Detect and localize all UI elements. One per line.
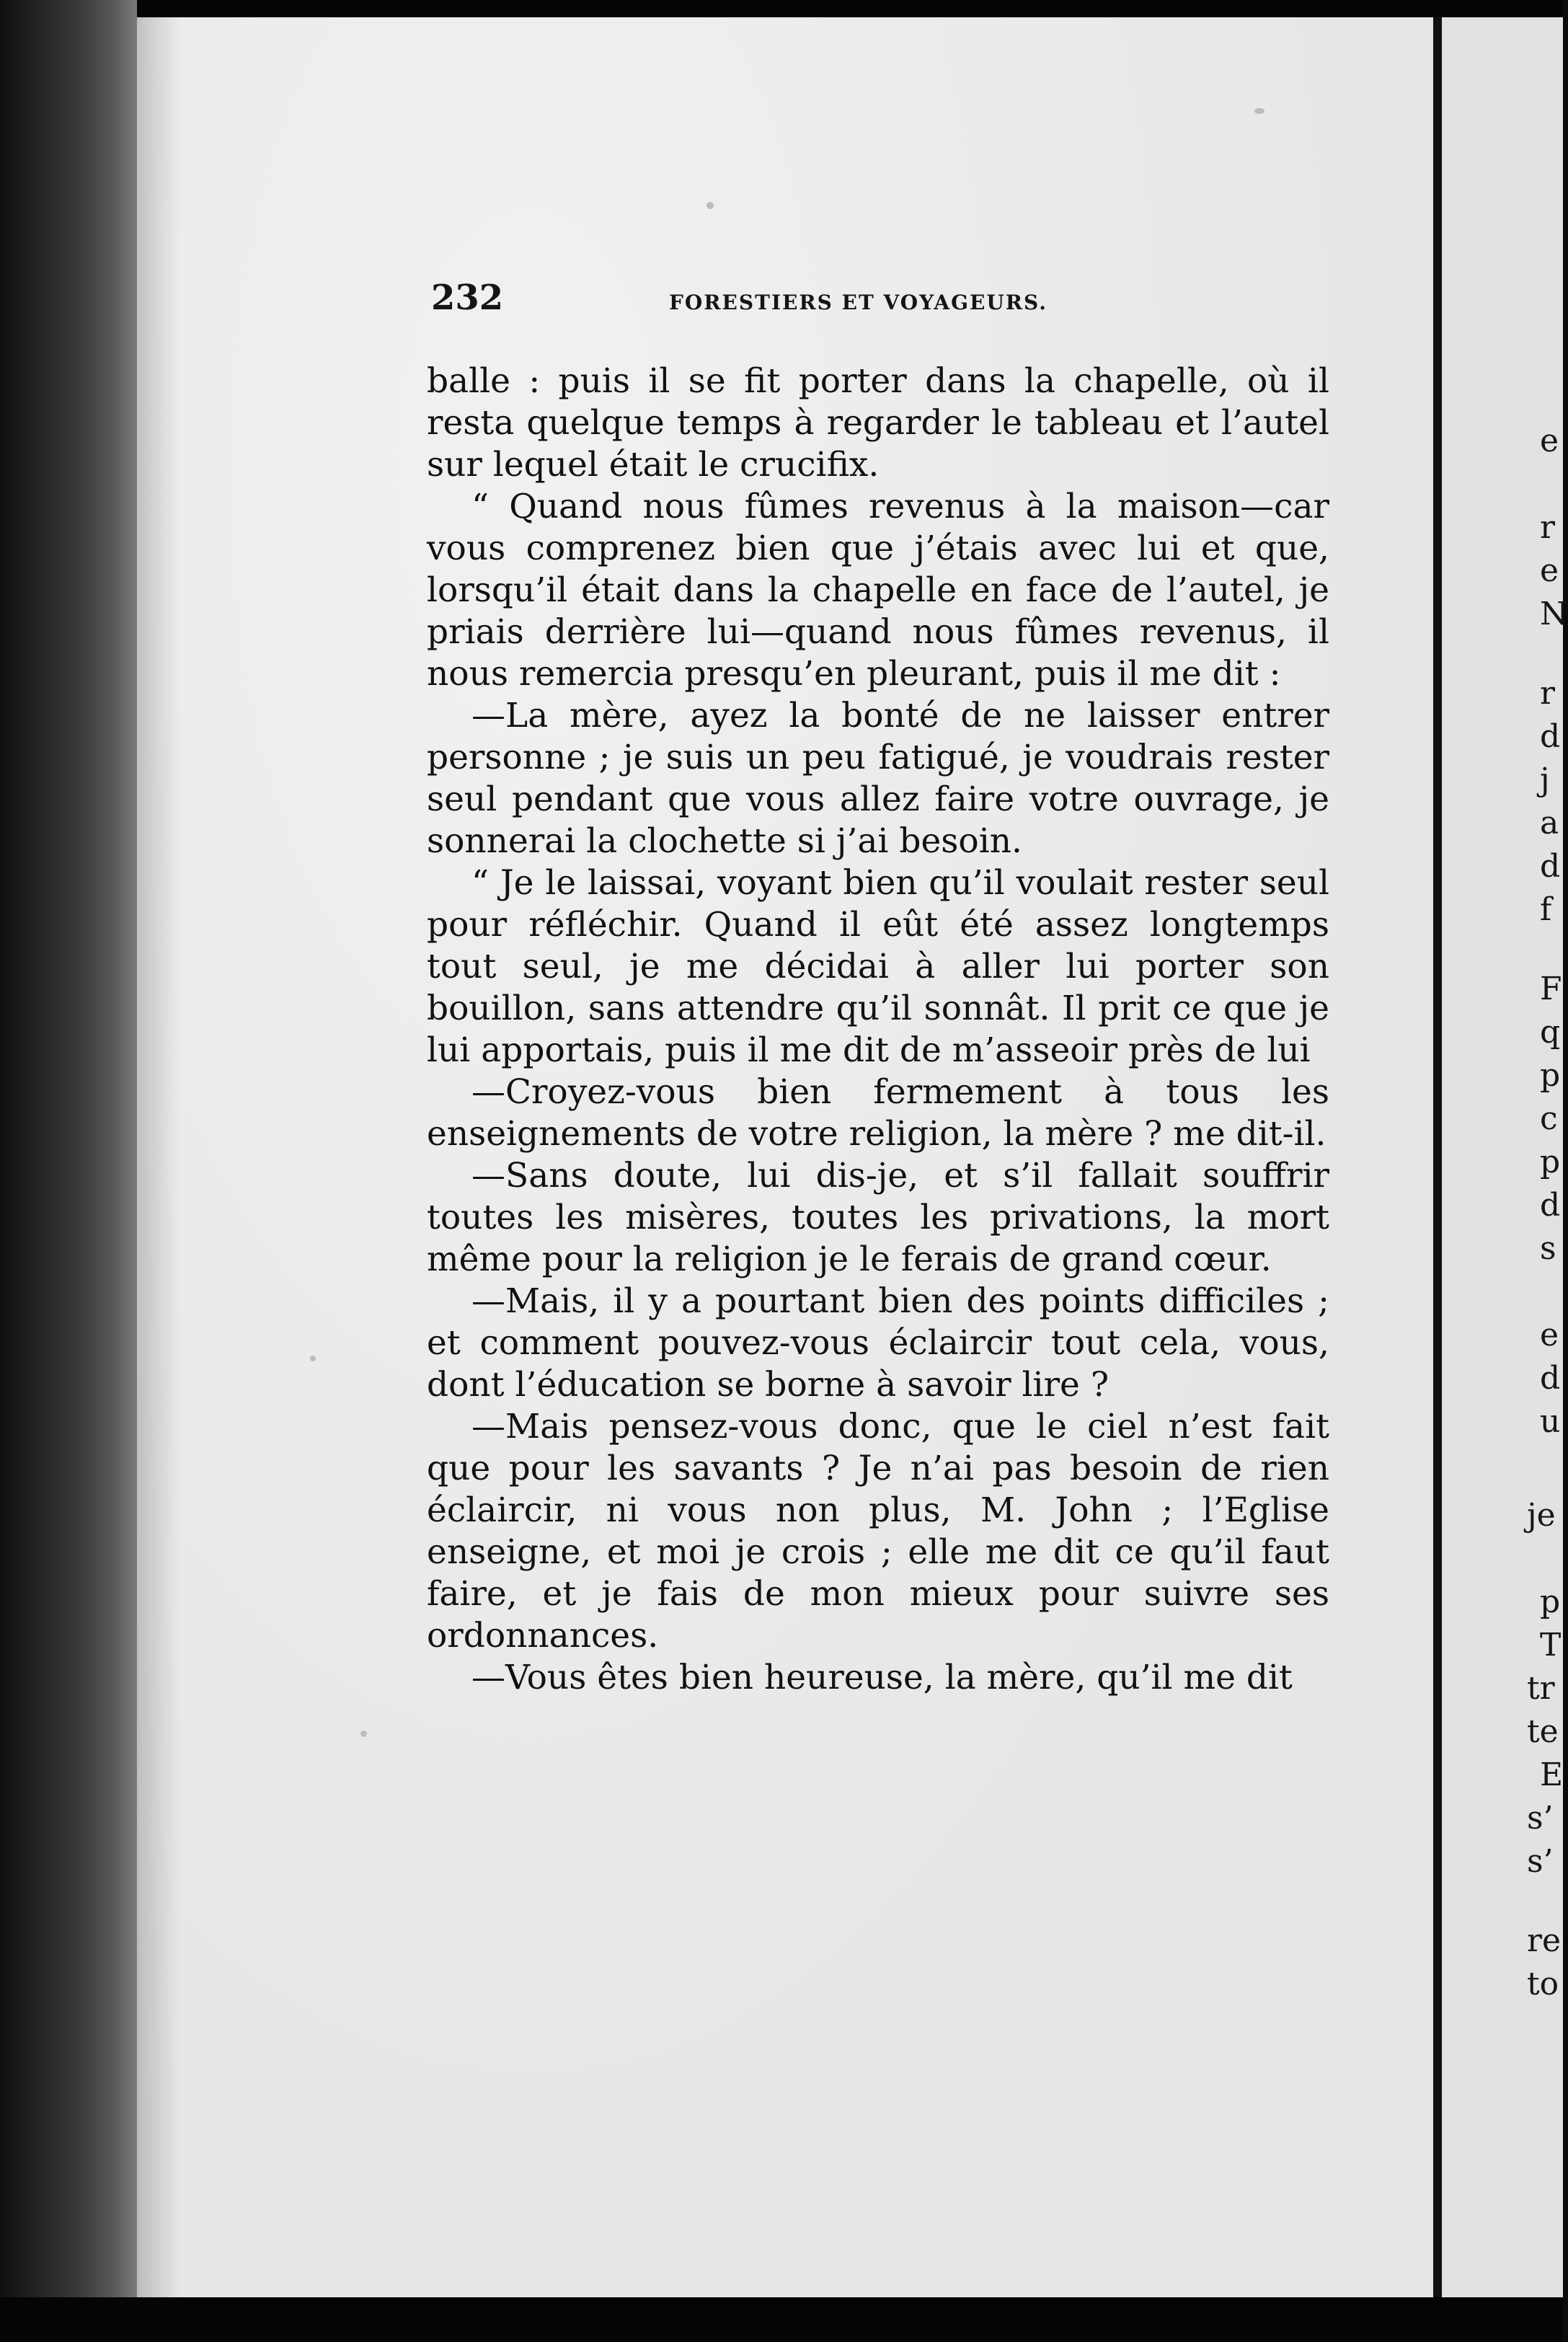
adjacent-page-fragment: r bbox=[1540, 509, 1556, 546]
page-gutter-shadow bbox=[137, 17, 180, 2297]
adjacent-page-fragment: je bbox=[1527, 1497, 1556, 1534]
adjacent-page-fragment: e bbox=[1540, 552, 1559, 589]
running-title: FORESTIERS ET VOYAGEURS. bbox=[669, 291, 1047, 314]
adjacent-page-fragment: e bbox=[1540, 1317, 1559, 1353]
page-divider bbox=[1433, 17, 1442, 2297]
adjacent-page-fragment: to bbox=[1527, 1966, 1559, 2002]
paper-speck bbox=[310, 1356, 316, 1361]
paper-speck bbox=[1254, 108, 1264, 114]
scan-top-border bbox=[0, 0, 1563, 17]
paragraph: balle : puis il se fit porter dans la chapelle, où il resta quelque temps à regarder le tableau et l’autel sur lequel était le crucifix. bbox=[427, 361, 1329, 485]
adjacent-page-fragment: d bbox=[1540, 718, 1561, 755]
paragraph: “ Je le laissai, voyant bien qu’il voulait rester seul pour réfléchir. Quand il eût été assez longtemps tout seul, je me décidai à aller lui porter son bouillon, sans attendre qu’il sonnât. Il prit ce que je lui apportais, puis il me dit de m’asseoir près de lui bbox=[427, 863, 1329, 1070]
adjacent-page-fragment: E bbox=[1540, 1757, 1564, 1793]
adjacent-page-fragment: p bbox=[1540, 1144, 1561, 1180]
adjacent-page-fragment: F bbox=[1540, 971, 1562, 1007]
paragraph: —Mais pensez-vous donc, que le ciel n’est fait que pour les savants ? Je n’ai pas besoin de rien éclaircir, ni vous non plus, M. John ; l’Eglise enseigne, et moi je crois ; elle me dit ce qu’il faut faire, et je fais de mon mieux pour suivre ses ordonnances. bbox=[427, 1407, 1329, 1656]
book-binding-shadow bbox=[0, 0, 137, 2342]
adjacent-page-fragment: p bbox=[1540, 1583, 1561, 1620]
adjacent-page-fragment: re bbox=[1527, 1922, 1562, 1959]
adjacent-page-fragment: p bbox=[1540, 1057, 1561, 1094]
adjacent-page-fragment: tr bbox=[1527, 1670, 1555, 1707]
adjacent-page-fragment: q bbox=[1540, 1014, 1561, 1051]
adjacent-page-fragment: u bbox=[1540, 1403, 1561, 1440]
body-text bbox=[427, 361, 1329, 1699]
paragraph: “ Quand nous fûmes revenus à la maison—car vous comprenez bien que j’étais avec lui et que, lorsqu’il était dans la chapelle en face de l’autel, je priais derrière lui—quand nous fûmes revenus, il nous remercia presqu’en pleurant, puis il me dit : bbox=[427, 487, 1329, 694]
adjacent-page-fragment: s bbox=[1540, 1230, 1556, 1267]
paragraph: —Croyez-vous bien fermement à tous les enseignements de votre religion, la mère ? me dit-il. bbox=[427, 1072, 1329, 1154]
adjacent-page-fragment: d bbox=[1540, 1187, 1561, 1224]
adjacent-page-fragment: a bbox=[1540, 805, 1559, 841]
paragraph: —Mais, il y a pourtant bien des points difficiles ; et comment pouvez-vous éclaircir tout cela, vous, dont l’éducation se borne à savoir lire ? bbox=[427, 1281, 1329, 1405]
adjacent-page-fragment: s’ bbox=[1527, 1800, 1554, 1837]
adjacent-page-fragment: T bbox=[1540, 1627, 1562, 1663]
adjacent-page-fragment: j bbox=[1540, 761, 1550, 798]
adjacent-page-fragment: d bbox=[1540, 848, 1561, 885]
paragraph: —Sans doute, lui dis-je, et s’il fallait souffrir toutes les misères, toutes les privations, la mort même pour la religion je le ferais de grand cœur. bbox=[427, 1156, 1329, 1279]
paragraph: —La mère, ayez la bonté de ne laisser entrer personne ; je suis un peu fatigué, je voudrais rester seul pendant que vous allez faire votre ouvrage, je sonnerai la clochette si j’ai besoin. bbox=[427, 696, 1329, 861]
adjacent-page-fragment: d bbox=[1540, 1360, 1561, 1397]
adjacent-page-fragment: c bbox=[1540, 1100, 1558, 1137]
page-number: 232 bbox=[431, 278, 504, 318]
adjacent-page-fragment: f bbox=[1540, 891, 1552, 928]
paper-speck bbox=[360, 1731, 367, 1737]
adjacent-page-fragment: N bbox=[1540, 596, 1568, 632]
scan-bottom-border bbox=[0, 2297, 1563, 2342]
paragraph: —Vous êtes bien heureuse, la mère, qu’il me dit bbox=[471, 1658, 1293, 1697]
adjacent-page-fragment: te bbox=[1527, 1713, 1559, 1750]
paper-speck bbox=[707, 202, 714, 209]
adjacent-page-fragment: r bbox=[1540, 675, 1556, 712]
page-header bbox=[431, 278, 1404, 321]
adjacent-page-fragment: e bbox=[1540, 423, 1559, 459]
adjacent-page-fragment: s’ bbox=[1527, 1843, 1554, 1880]
